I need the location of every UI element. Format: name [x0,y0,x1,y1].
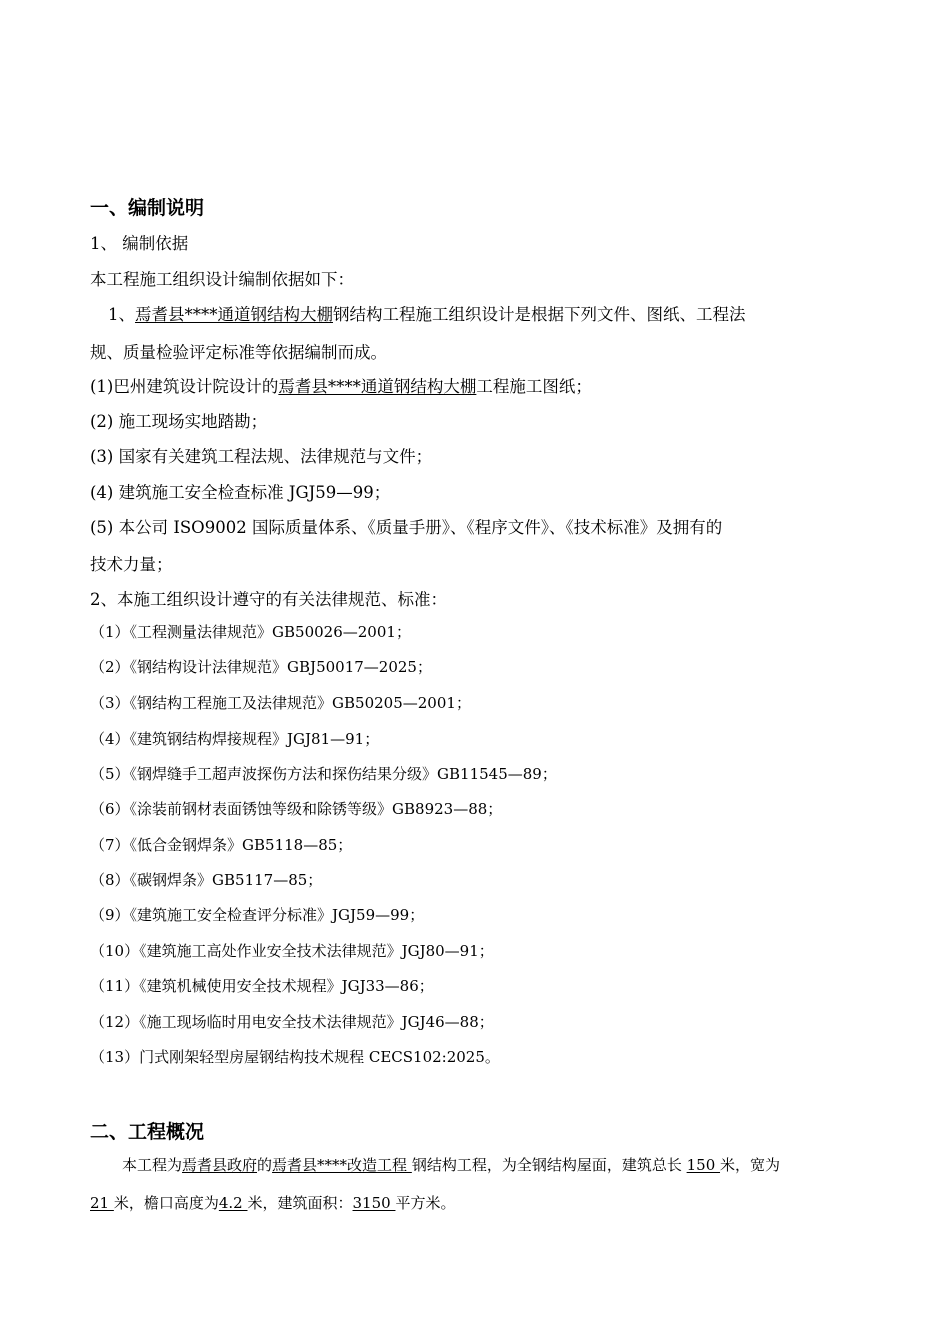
basis-item-4: (4) 建筑施工安全检查标准 JGJ59—99； [90,483,391,502]
overview-line1 [122,1154,780,1175]
overview-text: 米，宽为 [720,1156,781,1174]
intro-paragraph: 本工程施工组织设计编制依据如下： [90,270,354,289]
overview-text: 平方米。 [395,1194,456,1212]
overview-line2 [90,1192,455,1213]
section-heading-2: 二、工程概况 [90,1121,205,1143]
basis-paragraph-line2: 规、质量检验评定标准等依据编制而成。 [90,343,387,362]
basis-item-1-prefix: (1)巴州建筑设计院设计的 [90,377,279,396]
project-name: 焉耆县****通道钢结构大棚 [135,305,333,324]
overview-text: 米，建筑面积： [247,1194,353,1212]
overview-text: 本工程为 [122,1156,183,1174]
overview-text: 钢结构工程，为全钢结构屋面，建筑总长 [411,1156,687,1174]
basis-item-5-line1: (5) 本公司 ISO9002 国际质量体系、《质量手册》、《程序文件》、《技术标准》及拥有的 [90,518,723,537]
standard-item: （5）《钢焊缝手工超声波探伤方法和探伤结果分级》GB11545—89； [90,765,557,783]
standard-item: （8）《碳钢焊条》GB5117—85； [90,871,323,889]
overview-length: 150 [686,1156,721,1174]
standard-item: （4）《建筑钢结构焊接规程》JGJ81—91； [90,730,380,748]
overview-area: 3150 [352,1194,396,1212]
basis-item-3: (3) 国家有关建筑工程法规、法律规范与文件； [90,447,433,466]
basis-item-1-suffix: 工程施工图纸； [476,377,592,396]
basis-item-1 [90,373,592,397]
overview-eave-height: 4.2 [218,1194,248,1212]
basis-item-1-project: 焉耆县****通道钢结构大棚 [278,377,477,396]
standard-item: （10）《建筑施工高处作业安全技术法律规范》JGJ80—91； [90,942,494,960]
overview-owner: 焉耆县政府 [182,1156,258,1174]
standard-item: （12）《施工现场临时用电安全技术法律规范》JGJ46—88； [90,1013,494,1031]
basis-item-5-line2: 技术力量； [90,555,173,574]
standard-item: （7）《低合金钢焊条》GB5118—85； [90,836,353,854]
basis-paragraph-text: 钢结构工程施工组织设计是根据下列文件、图纸、工程法 [333,305,746,324]
standard-item: （2）《钢结构设计法律规范》GBJ50017—2025； [90,658,432,676]
standard-item: （11）《建筑机械使用安全技术规程》JGJ33—86； [90,977,434,995]
standard-item: （13）门式刚架轻型房屋钢结构技术规程 CECS102:2025。 [90,1048,500,1066]
overview-text: 的 [257,1156,273,1174]
standard-item: （3）《钢结构工程施工及法律规范》GB50205—2001； [90,694,471,712]
standard-item: （9）《建筑施工安全检查评分标准》JGJ59—99； [90,906,425,924]
basis-paragraph-line1 [108,301,746,325]
basis-item-2: (2) 施工现场实地踏勘； [90,412,268,431]
overview-text: 米，檐口高度为 [113,1194,219,1212]
overview-width: 21 [90,1194,114,1212]
standard-item: （1）《工程测量法律规范》GB50026—2001； [90,623,411,641]
subheading-basis: 1、 编制依据 [90,234,189,253]
standard-item: （6）《涂装前钢材表面锈蚀等级和除锈等级》GB8923—88； [90,800,503,818]
subheading-standards: 2、本施工组织设计遵守的有关法律规范、标准： [90,590,447,609]
section-heading-1: 一、编制说明 [90,197,205,219]
overview-project: 焉耆县****改造工程 [272,1156,412,1174]
basis-paragraph-prefix: 1、 [108,305,135,324]
